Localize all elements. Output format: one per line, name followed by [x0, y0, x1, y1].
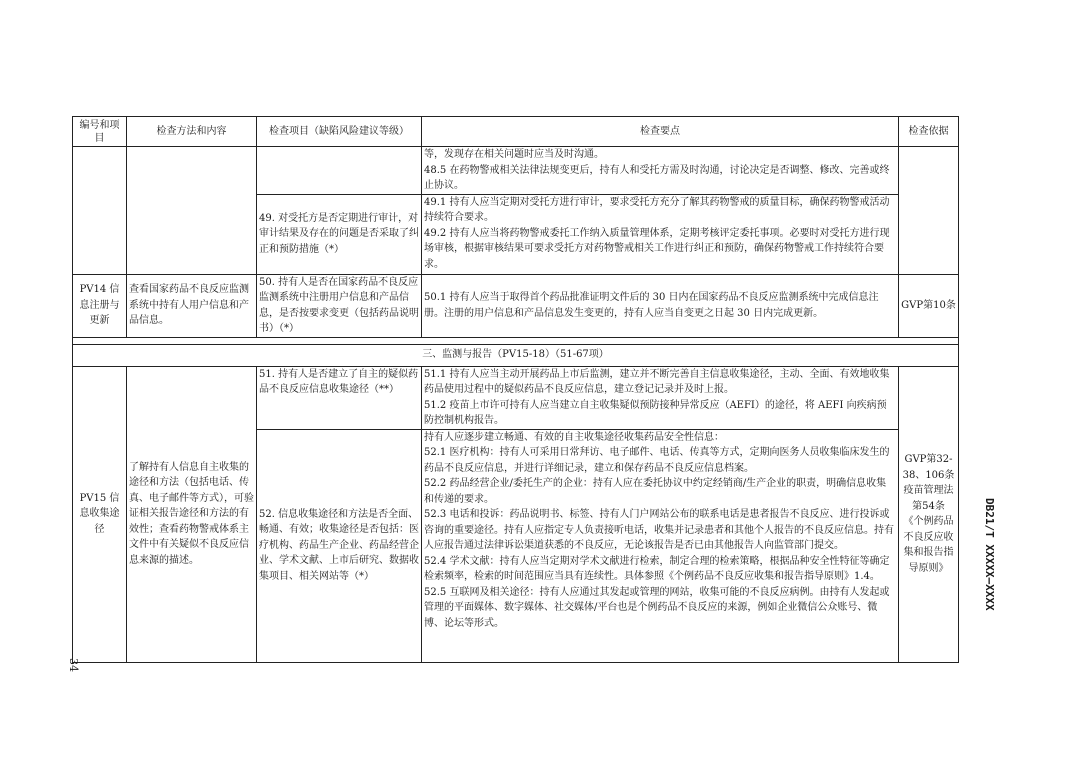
method-pv15: 了解持有人信息自主收集的途径和方法（包括电话、传真、电子邮件等方式），可验证相关报告途径和方法的有效性；查看药物警戒体系主文件中有关疑似不良反应信息来源的描述。 [127, 366, 257, 662]
item-50: 50. 持有人是否在国家药品不良反应监测系统中注册用户信息和产品信息，是否按要求变更（包括药品说明书）（*） [257, 274, 422, 337]
header-item: 检查项目（缺陷风险建议等级） [257, 117, 422, 147]
id-pv15: PV15 信息收集途径 [73, 366, 127, 662]
header-points: 检查要点 [422, 117, 899, 147]
page-number: 34 [67, 658, 80, 672]
inspection-table [72, 116, 959, 663]
basis-pv14: GVP第10条 [899, 274, 959, 337]
point-51-2: 51.2 疫苗上市许可持有人应当建立自主收集疑似预防接种异常反应（AEFI）的途径，将 AEFI 向疾病预防控制机构报告。 [424, 399, 887, 426]
points-cell-48 [422, 147, 899, 195]
header-basis: 检查依据 [899, 117, 959, 147]
basis-pv15 [899, 366, 959, 662]
section-row [73, 344, 959, 366]
point-52-1: 52.1 医疗机构：持有人可采用日常拜访、电子邮件、电话、传真等方式，定期向医务人员收集临床发生的药品不良反应信息，并进行详细记录，建立和保存药品不良反应信息档案。 [424, 447, 890, 474]
method-pv14: 查看国家药品不良反应监测系统中持有人用户信息和产品信息。 [127, 274, 257, 337]
point-52-intro: 持有人应逐步建立畅通、有效的自主收集途径收集药品安全性信息： [424, 431, 724, 443]
id-pv14: PV14 信息注册与更新 [73, 274, 127, 337]
point-52-2: 52.2 药品经营企业/委托生产的企业：持有人应在委托协议中约定经销商/生产企业的职责，明确信息收集和传递的要求。 [424, 478, 887, 505]
point-52-5: 52.5 互联网及相关途径：持有人应通过其发起或管理的网站，收集可能的不良反应病例。由持有人发起或管理的平面媒体、数字媒体、社交媒体/平台也是个例药品不良反应的来源，例如企业微信公众账号、微博、论坛等形式。 [424, 586, 890, 629]
header-id: 编号和项目 [73, 117, 127, 147]
item-cell-empty [257, 147, 422, 195]
method-cell-empty [127, 147, 257, 275]
points-cell-51 [422, 366, 899, 429]
points-cell-52 [422, 429, 899, 662]
table-row [73, 366, 959, 429]
id-cell-empty [73, 147, 127, 275]
point-49-1: 49.1 持有人应当定期对受托方进行审计，要求受托方充分了解其药物警戒的质量目标，确保药物警戒活动持续符合要求。 [424, 196, 890, 223]
item-49: 49. 对受托方是否定期进行审计，对审计结果及存在的问题是否采取了纠正和预防措施（*） [257, 194, 422, 274]
spacer-cell [73, 337, 959, 344]
point-51-1: 51.1 持有人应当主动开展药品上市后监测，建立并不断完善自主信息收集途径，主动、全面、有效地收集药品使用过程中的疑似药品不良反应信息，建立登记记录并及时上报。 [424, 368, 890, 395]
point-49-2: 49.2 持有人应当将药物警戒委托工作纳入质量管理体系，定期考核评定委托事项。必要时对受托方进行现场审核，根据审核结果可要求受托方对药物警戒相关工作进行纠正和预防，确保药物警戒工作持续符合要求。 [424, 227, 890, 270]
points-cell-50 [422, 274, 899, 337]
basis-pv15-gvp: GVP第32-38、106条 [902, 454, 955, 481]
points-cell-49 [422, 194, 899, 274]
point-48-0: 等，发现存在相关问题时应当及时沟通。 [424, 149, 604, 160]
point-50-1: 50.1 持有人应当于取得首个药品批准证明文件后的 30 日内在国家药品不良反应监测系统中完成信息注册。注册的用户信息和产品信息发生变更的，持有人应当自变更之日起 30 日内完成更新。 [424, 292, 879, 319]
point-48-5: 48.5 在药物警戒相关法律法规变更后，持有人和受托方需及时沟通，讨论决定是否调整、修改、完善或终止协议。 [424, 164, 890, 191]
point-52-3: 52.3 电话和投诉：药品说明书、标签、持有人门户网站公布的联系电话是患者报告不良反应、进行投诉或咨询的重要途径。持有人应指定专人负责接听电话，收集并记录患者和其他个人报告的不良反应信息。持有人应报告通过法律诉讼渠道获悉的不良反应，无论该报告是否已由其他报告人向监管部门提交。 [424, 509, 894, 551]
table-header-row [73, 117, 959, 147]
table-row [73, 274, 959, 337]
basis-pv15-guideline: 《个例药品不良反应收集和报告指导原则》 [903, 516, 954, 574]
item-52: 52. 信息收集途径和方法是否全面、畅通、有效；收集途径是否包括：医疗机构、药品生产企业、药品经营企业、学术文献、上市后研究、数据收集项目、相关网站等（*） [257, 429, 422, 662]
spacer-row [73, 337, 959, 344]
document-code: DB21/T XXXXX—XXXX [983, 498, 996, 611]
item-51: 51. 持有人是否建立了自主的疑似药品不良反应信息收集途径（**） [257, 366, 422, 429]
point-52-4: 52.4 学术文献：持有人应当定期对学术文献进行检索，制定合理的检索策略，根据品种安全性特征等确定检索频率，检索的时间范围应当具有连续性。具体参照《个例药品不良反应收集和报告指导原则》1.4。 [424, 555, 890, 582]
table-row [73, 147, 959, 195]
section-title: 三、监测与报告（PV15-18）（51-67项） [73, 344, 959, 366]
basis-cell-empty [899, 147, 959, 275]
basis-pv15-vaccine-law: 疫苗管理法第54条 [903, 485, 954, 512]
header-method: 检查方法和内容 [127, 117, 257, 147]
